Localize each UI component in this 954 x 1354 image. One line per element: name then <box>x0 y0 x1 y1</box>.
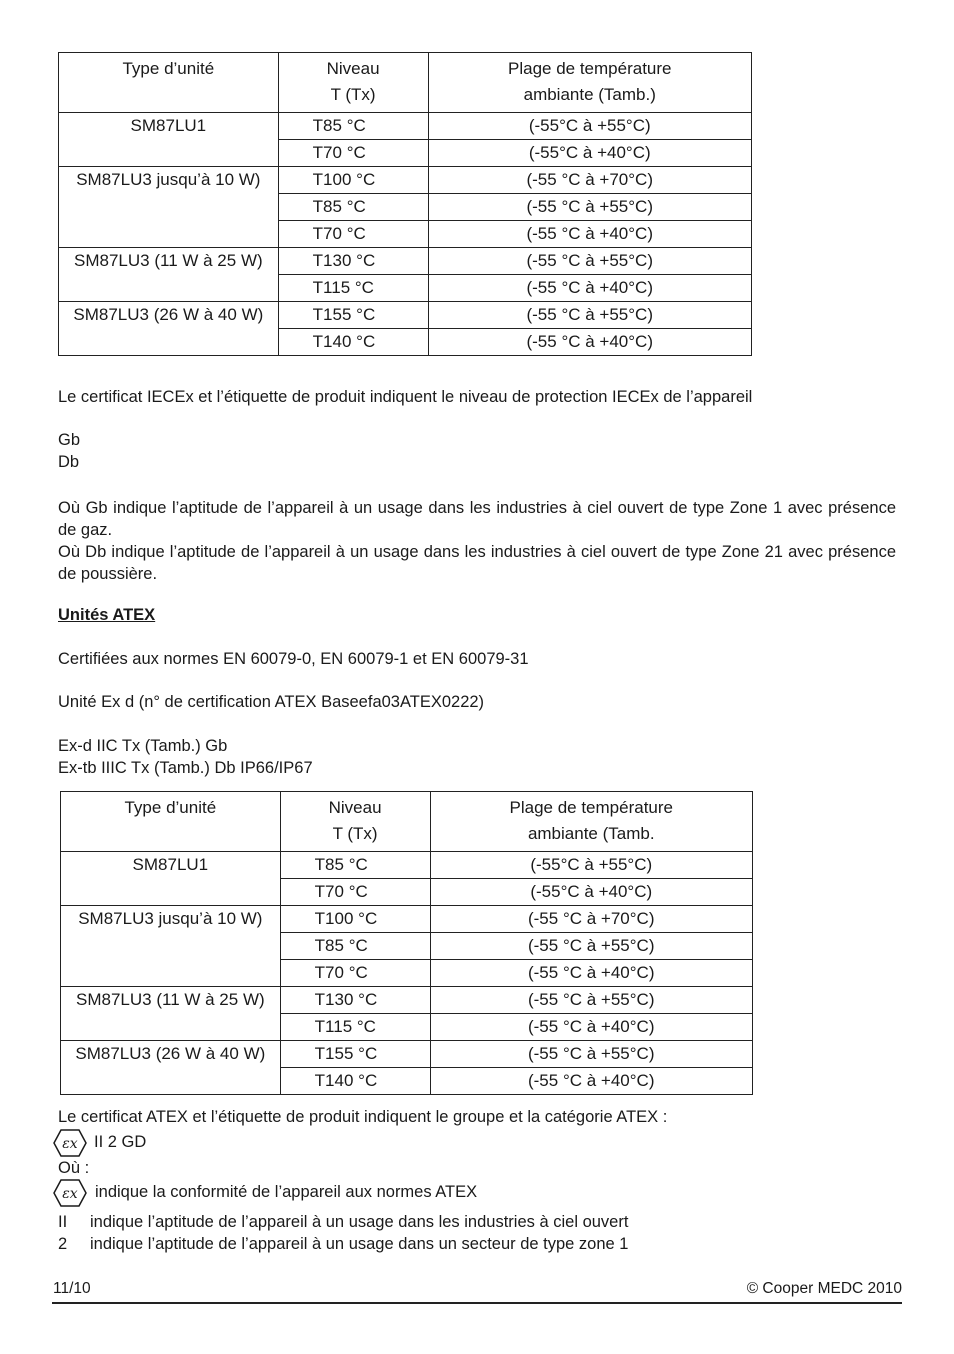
temperature-range-cell: (-55 °C à +40°C) <box>430 1068 753 1095</box>
unit-type-cell: SM87LU1 <box>61 852 281 906</box>
table-header-row <box>59 53 752 113</box>
level-cell: T70 °C <box>280 960 430 987</box>
header-level: Niveau T (Tx) <box>280 792 430 852</box>
copyright-text: © Cooper MEDC 2010 <box>746 1280 902 1297</box>
page-number: 11/10 <box>53 1280 91 1297</box>
level-cell: T130 °C <box>280 987 430 1014</box>
level-cell: T140 °C <box>278 329 428 356</box>
level-cell: T85 °C <box>280 852 430 879</box>
ii-description: indique l’aptitude de l’appareil à un usage dans les industries à ciel ouvert <box>90 1213 629 1231</box>
ex-description: indique la conformité de l’appareil aux normes ATEX <box>95 1183 478 1201</box>
table-row <box>59 113 752 140</box>
ex-hexagon-icon <box>53 1129 87 1157</box>
temperature-range-cell: (-55 °C à +40°C) <box>428 329 752 356</box>
temperature-range-cell: (-55°C à +55°C) <box>430 852 753 879</box>
level-cell: T115 °C <box>278 275 428 302</box>
unit-exd-certification-text: Unité Ex d (n° de certification ATEX Baseefa03ATEX0222) <box>58 693 485 711</box>
db-description: Où Db indique l’aptitude de l’appareil à un usage dans les industries à ciel ouvert de type Zone 21 avec présence de poussière. <box>58 543 896 583</box>
two-label: 2 <box>58 1235 68 1253</box>
gb-description: Où Gb indique l’aptitude de l’appareil à un usage dans les industries à ciel ouvert de type Zone 1 avec présence de gaz. <box>58 499 896 539</box>
ou-label: Où : <box>58 1159 90 1177</box>
temperature-range-cell: (-55°C à +55°C) <box>428 113 752 140</box>
unit-type-cell: SM87LU3 (11 W à 25 W) <box>59 248 279 302</box>
level-cell: T140 °C <box>280 1068 430 1095</box>
header-unit-type: Type d’unité <box>61 792 281 852</box>
ii-label: II <box>58 1213 68 1231</box>
table-row <box>61 987 753 1014</box>
level-cell: T100 °C <box>278 167 428 194</box>
temperature-range-cell: (-55 °C à +55°C) <box>428 248 752 275</box>
level-cell: T70 °C <box>280 879 430 906</box>
temperature-table-atex <box>60 791 753 1095</box>
table-row <box>59 167 752 194</box>
temperature-range-cell: (-55 °C à +40°C) <box>428 221 752 248</box>
unit-type-cell: SM87LU3 jusqu’à 10 W) <box>59 167 279 248</box>
svg-text:εx: εx <box>62 1136 78 1152</box>
temperature-range-cell: (-55 °C à +70°C) <box>430 906 753 933</box>
level-cell: T155 °C <box>278 302 428 329</box>
temperature-range-cell: (-55 °C à +70°C) <box>428 167 752 194</box>
temperature-range-cell: (-55 °C à +55°C) <box>430 987 753 1014</box>
level-cell: T85 °C <box>278 113 428 140</box>
certified-standards-text: Certifiées aux normes EN 60079-0, EN 60079-1 et EN 60079-31 <box>58 650 529 668</box>
table-row <box>61 1041 753 1068</box>
temperature-table-iecex <box>58 52 752 356</box>
level-cell: T85 °C <box>280 933 430 960</box>
iecex-intro-text: Le certificat IECEx et l’étiquette de produit indiquent le niveau de protection IECEx de l’appareil <box>58 388 753 406</box>
header-unit-type: Type d’unité <box>59 53 279 113</box>
temperature-range-cell: (-55 °C à +55°C) <box>430 933 753 960</box>
level-cell: T130 °C <box>278 248 428 275</box>
unit-type-cell: SM87LU3 jusqu’à 10 W) <box>61 906 281 987</box>
exd-marking-text: Ex-d IIC Tx (Tamb.) Gb <box>58 737 228 755</box>
temperature-range-cell: (-55 °C à +40°C) <box>428 275 752 302</box>
header-level: Niveau T (Tx) <box>278 53 428 113</box>
level-cell: T155 °C <box>280 1041 430 1068</box>
table-row <box>59 302 752 329</box>
level-cell: T70 °C <box>278 140 428 167</box>
temperature-range-cell: (-55 °C à +55°C) <box>428 302 752 329</box>
temperature-range-cell: (-55 °C à +40°C) <box>430 1014 753 1041</box>
unit-type-cell: SM87LU3 (26 W à 40 W) <box>59 302 279 356</box>
level-cell: T115 °C <box>280 1014 430 1041</box>
temperature-range-cell: (-55°C à +40°C) <box>428 140 752 167</box>
unit-type-cell: SM87LU3 (11 W à 25 W) <box>61 987 281 1041</box>
unit-type-cell: SM87LU3 (26 W à 40 W) <box>61 1041 281 1095</box>
level-cell: T85 °C <box>278 194 428 221</box>
table-header-row <box>61 792 753 852</box>
ii-2-gd-text: II 2 GD <box>94 1133 147 1151</box>
extb-marking-text: Ex-tb IIIC Tx (Tamb.) Db IP66/IP67 <box>58 759 313 777</box>
unit-type-cell: SM87LU1 <box>59 113 279 167</box>
gb-label: Gb <box>58 431 81 449</box>
level-cell: T70 °C <box>278 221 428 248</box>
svg-text:εx: εx <box>62 1186 78 1202</box>
temperature-range-cell: (-55 °C à +55°C) <box>430 1041 753 1068</box>
atex-heading: Unités ATEX <box>58 606 156 624</box>
table-row <box>61 906 753 933</box>
footer-divider <box>52 1302 902 1304</box>
ex-hexagon-icon <box>53 1179 87 1207</box>
temperature-range-cell: (-55 °C à +40°C) <box>430 960 753 987</box>
temperature-range-cell: (-55 °C à +55°C) <box>428 194 752 221</box>
level-cell: T100 °C <box>280 906 430 933</box>
header-temperature-range: Plage de température ambiante (Tamb. <box>430 792 753 852</box>
table-row <box>61 852 753 879</box>
two-description: indique l’aptitude de l’appareil à un usage dans un secteur de type zone 1 <box>90 1235 629 1253</box>
table-row <box>59 248 752 275</box>
atex-intro-text: Le certificat ATEX et l’étiquette de produit indiquent le groupe et la catégorie ATEX : <box>58 1108 668 1126</box>
db-label: Db <box>58 453 80 471</box>
header-temperature-range: Plage de température ambiante (Tamb.) <box>428 53 752 113</box>
temperature-range-cell: (-55°C à +40°C) <box>430 879 753 906</box>
